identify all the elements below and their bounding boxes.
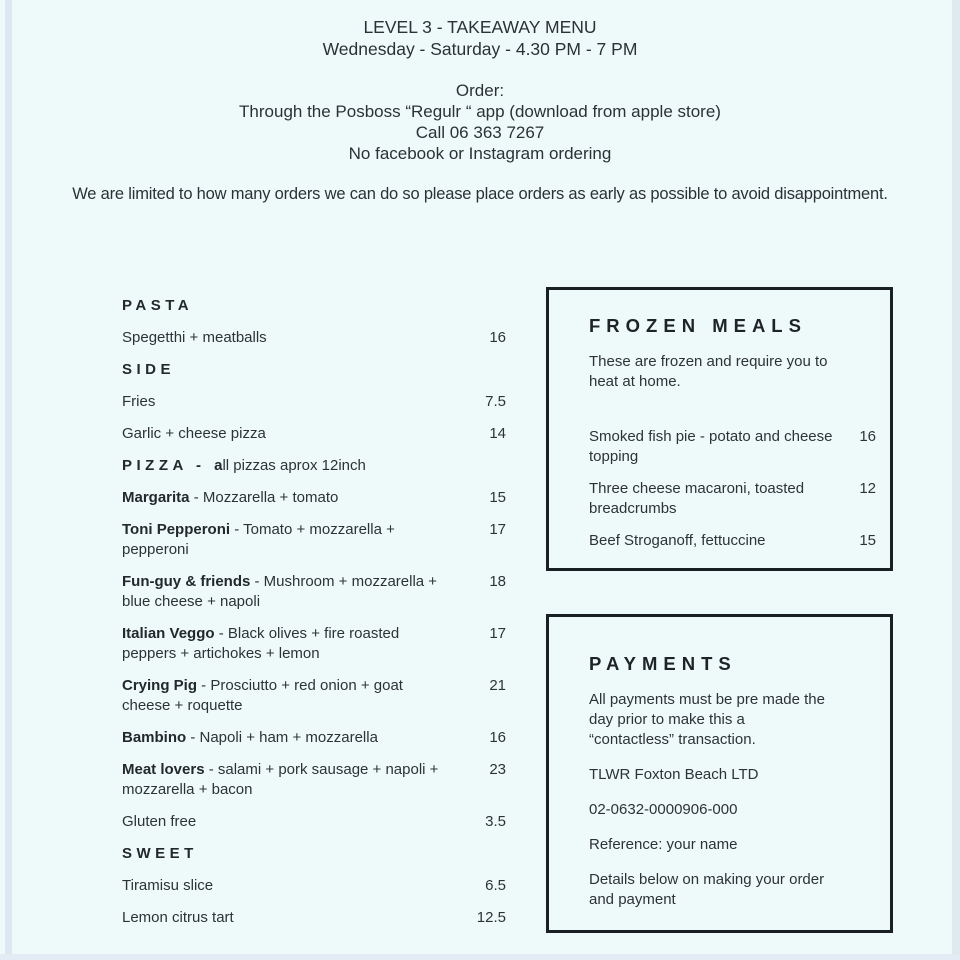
- item-price: 17: [489, 521, 506, 538]
- frozen-meals-title: FROZEN MEALS: [589, 315, 807, 336]
- item-name: Fun-guy & friends: [122, 573, 251, 590]
- section-header-side: SIDE: [122, 361, 176, 378]
- item-desc: - salami + pork sausage + napoli + mozzarella + bacon: [122, 761, 439, 798]
- order-instructions: [0, 80, 960, 164]
- frozen-meals-box: [546, 287, 893, 571]
- pizza-header-bold: PIZZA - a: [122, 457, 227, 474]
- menu-item-toni-pepperoni: [122, 520, 506, 560]
- capacity-notice: We are limited to how many orders we can do so please place orders as early as possible to avoid disappointment.: [72, 185, 888, 203]
- item-price: 3.5: [485, 813, 506, 830]
- section-header-sweet: SWEET: [122, 845, 198, 862]
- item-desc: Beef Stroganoff, fettuccine: [589, 532, 766, 549]
- item-desc: - Black olives + fire roasted peppers + artichokes + lemon: [122, 625, 400, 662]
- item-price: 17: [489, 625, 506, 642]
- frozen-item-macaroni: [589, 479, 876, 519]
- item-desc: - Mushroom + mozzarella + blue cheese + napoli: [122, 573, 438, 610]
- menu-item-spaghetti: [122, 328, 506, 348]
- order-label: Order:: [455, 81, 505, 100]
- item-desc: - Mozzarella + tomato: [189, 489, 339, 506]
- bottom-edge-tint: [0, 954, 960, 960]
- order-phone-line: Call 06 363 7267: [415, 123, 545, 142]
- item-price: 12.5: [476, 909, 506, 926]
- payments-account-number: 02-0632-0000906-000: [589, 801, 738, 818]
- item-price: 15: [859, 532, 876, 549]
- item-desc: Fries: [122, 393, 156, 410]
- menu-item-italian-veggo: [122, 624, 506, 664]
- item-desc: Gluten free: [122, 813, 197, 830]
- frozen-item-fish-pie: [589, 427, 876, 467]
- item-price: 6.5: [485, 877, 506, 894]
- item-price: 23: [489, 761, 506, 778]
- pizza-header-note: ll pizzas aprox 12inch: [222, 457, 366, 474]
- item-price: 12: [859, 480, 876, 497]
- item-price: 16: [489, 329, 506, 346]
- menu-item-fun-guy: [122, 572, 506, 612]
- item-price: 16: [489, 729, 506, 746]
- section-header-pasta: PASTA: [122, 297, 194, 314]
- item-name: Bambino: [122, 729, 187, 746]
- menu-header: [0, 17, 960, 60]
- item-price: 14: [489, 425, 506, 442]
- menu-item-crying-pig: [122, 676, 506, 716]
- menu-item-bambino: [122, 728, 506, 748]
- item-desc: Lemon citrus tart: [122, 909, 234, 926]
- frozen-meals-note: These are frozen and require you to heat at home.: [589, 353, 828, 390]
- item-desc: Tiramisu slice: [122, 877, 214, 894]
- payments-title: PAYMENTS: [589, 653, 737, 674]
- item-desc: Garlic + cheese pizza: [122, 425, 266, 442]
- payments-policy: All payments must be pre made the day prior to make this a “contactless” transaction.: [589, 691, 825, 748]
- item-desc: - Prosciutto + red onion + goat cheese + roquette: [122, 677, 403, 714]
- item-price: 7.5: [485, 393, 506, 410]
- menu-item-margarita: [122, 488, 506, 508]
- order-app-line: Through the Posboss “Regulr “ app (download from apple store): [239, 102, 721, 121]
- section-header-pizza: [122, 456, 506, 476]
- menu-item-garlic-pizza: [122, 424, 506, 444]
- menu-item-fries: [122, 392, 506, 412]
- item-desc: - Tomato + mozzarella + pepperoni: [122, 521, 395, 558]
- payments-details-note: Details below on making your order and payment: [589, 871, 825, 908]
- item-desc: Smoked fish pie - potato and cheese topping: [589, 428, 833, 465]
- item-desc: Three cheese macaroni, toasted breadcrumbs: [589, 480, 805, 517]
- item-name: Margarita: [122, 489, 190, 506]
- item-price: 15: [489, 489, 506, 506]
- menu-item-tiramisu: [122, 876, 506, 896]
- item-price: 21: [489, 677, 506, 694]
- menu-title: LEVEL 3 - TAKEAWAY MENU: [363, 17, 597, 37]
- payments-reference: Reference: your name: [589, 836, 738, 853]
- item-name: Meat lovers: [122, 761, 205, 778]
- order-social-line: No facebook or Instagram ordering: [348, 144, 612, 163]
- frozen-item-stroganoff: [589, 531, 876, 551]
- item-name: Italian Veggo: [122, 625, 215, 642]
- menu-item-gluten-free: [122, 812, 506, 832]
- item-desc: Spegetthi + meatballs: [122, 329, 267, 346]
- menu-list: [122, 296, 506, 940]
- item-name: Crying Pig: [122, 677, 198, 694]
- item-price: 16: [859, 428, 876, 445]
- payments-box: [546, 614, 893, 933]
- item-name: Toni Pepperoni: [122, 521, 231, 538]
- item-desc: - Napoli + ham + mozzarella: [186, 729, 378, 746]
- menu-hours: Wednesday - Saturday - 4.30 PM - 7 PM: [322, 38, 638, 59]
- item-price: 18: [489, 573, 506, 590]
- menu-item-lemon-tart: [122, 908, 506, 928]
- menu-item-meat-lovers: [122, 760, 506, 800]
- payments-account-name: TLWR Foxton Beach LTD: [589, 766, 759, 783]
